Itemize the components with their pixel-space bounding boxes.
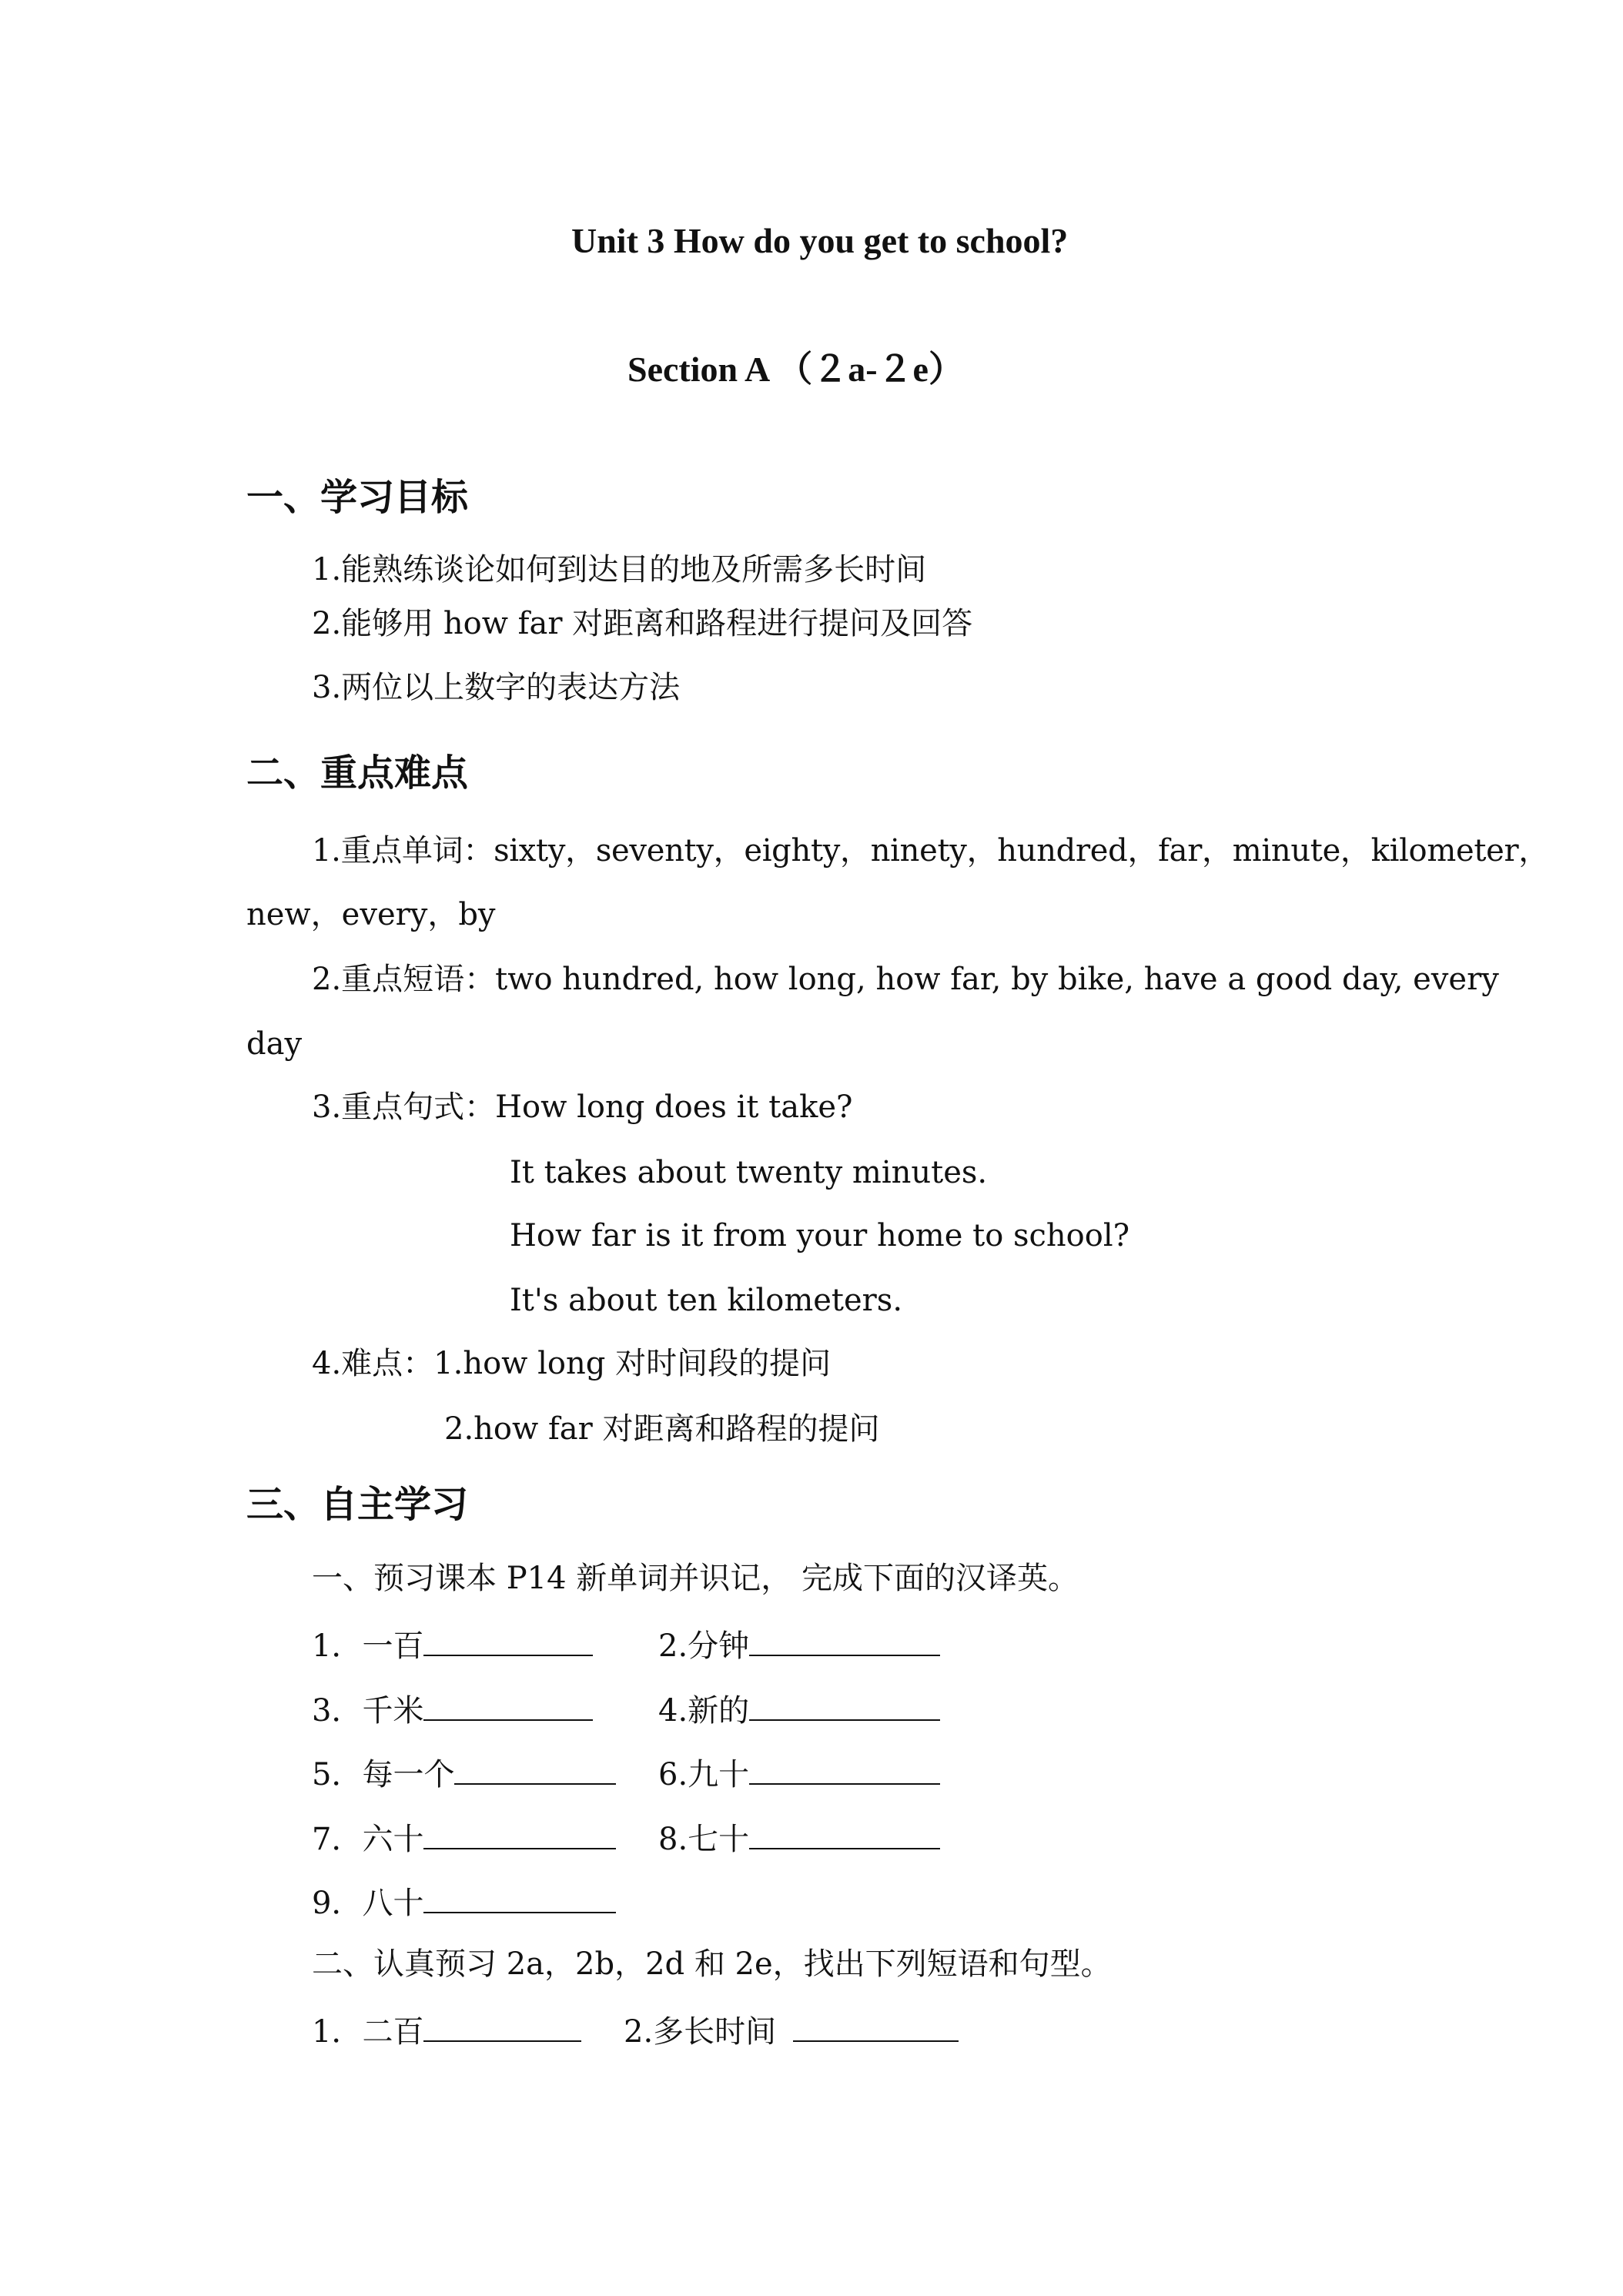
objectives-heading: 一、学习目标 xyxy=(246,476,469,519)
vocab-item: 9．八十 xyxy=(312,1884,616,1919)
answer-blank[interactable] xyxy=(454,1755,616,1785)
key-sentence: It takes about twenty minutes. xyxy=(510,1155,988,1190)
objective-item: 1.能熟练谈论如何到达目的地及所需多长时间 xyxy=(312,552,927,587)
vocab-item: 3．千米 xyxy=(312,1692,593,1726)
vocab-item: 1．一百 xyxy=(312,1627,593,1662)
vocab-item: 6.九十 xyxy=(658,1755,940,1790)
answer-blank[interactable] xyxy=(423,1627,593,1656)
vocab-item: 2.分钟 xyxy=(658,1627,940,1662)
answer-blank[interactable] xyxy=(749,1755,940,1785)
difficulty-line: 4.难点：1.how long 对时间段的提问 xyxy=(312,1346,832,1381)
key-sentence: It's about ten kilometers. xyxy=(510,1283,903,1318)
key-sentences-label: 3.重点句式：How long does it take? xyxy=(312,1089,853,1125)
objective-item: 3.两位以上数字的表达方法 xyxy=(312,670,681,705)
page-title: Unit 3 How do you get to school? xyxy=(571,221,1069,260)
answer-blank[interactable] xyxy=(749,1692,940,1721)
key-words-line: 1.重点单词：sixty，seventy，eighty，ninety，hundred，far，minute，kilometer， xyxy=(312,833,1550,869)
difficulty-line: 2.how far 对距离和路程的提问 xyxy=(444,1411,880,1447)
answer-blank[interactable] xyxy=(749,1820,940,1849)
part1-intro: 一、预习课本 P14 新单词并识记， 完成下面的汉译英。 xyxy=(312,1561,1079,1596)
vocab-item: 4.新的 xyxy=(658,1692,940,1726)
vocab-item: 7．六十 xyxy=(312,1820,616,1855)
key-sentence: How far is it from your home to school? xyxy=(510,1218,1130,1253)
phrase-item: 1．二百 xyxy=(312,2013,581,2047)
answer-blank[interactable] xyxy=(423,1820,616,1849)
answer-blank[interactable] xyxy=(749,1627,940,1656)
vocab-item: 8.七十 xyxy=(658,1820,940,1855)
answer-blank[interactable] xyxy=(423,1884,616,1913)
key-words-line: new，every，by xyxy=(246,897,496,932)
key-phrases-line: 2.重点短语：two hundred, how long, how far, by bike, have a good day, every xyxy=(312,962,1499,997)
objective-item: 2.能够用 how far 对距离和路程进行提问及回答 xyxy=(312,606,973,641)
answer-blank[interactable] xyxy=(423,2013,581,2042)
section-title: Section A （２a-２e） xyxy=(627,350,964,389)
self-study-heading: 三、自主学习 xyxy=(246,1483,469,1526)
key-points-heading: 二、重点难点 xyxy=(246,751,469,795)
answer-blank[interactable] xyxy=(423,1692,593,1721)
phrase-item: 2.多长时间 xyxy=(624,2013,959,2047)
vocab-item: 5．每一个 xyxy=(312,1755,616,1790)
key-phrases-line: day xyxy=(246,1026,303,1062)
part2-intro: 二、认真预习 2a，2b，2d 和 2e，找出下列短语和句型。 xyxy=(312,1946,1112,1982)
answer-blank[interactable] xyxy=(793,2013,959,2042)
